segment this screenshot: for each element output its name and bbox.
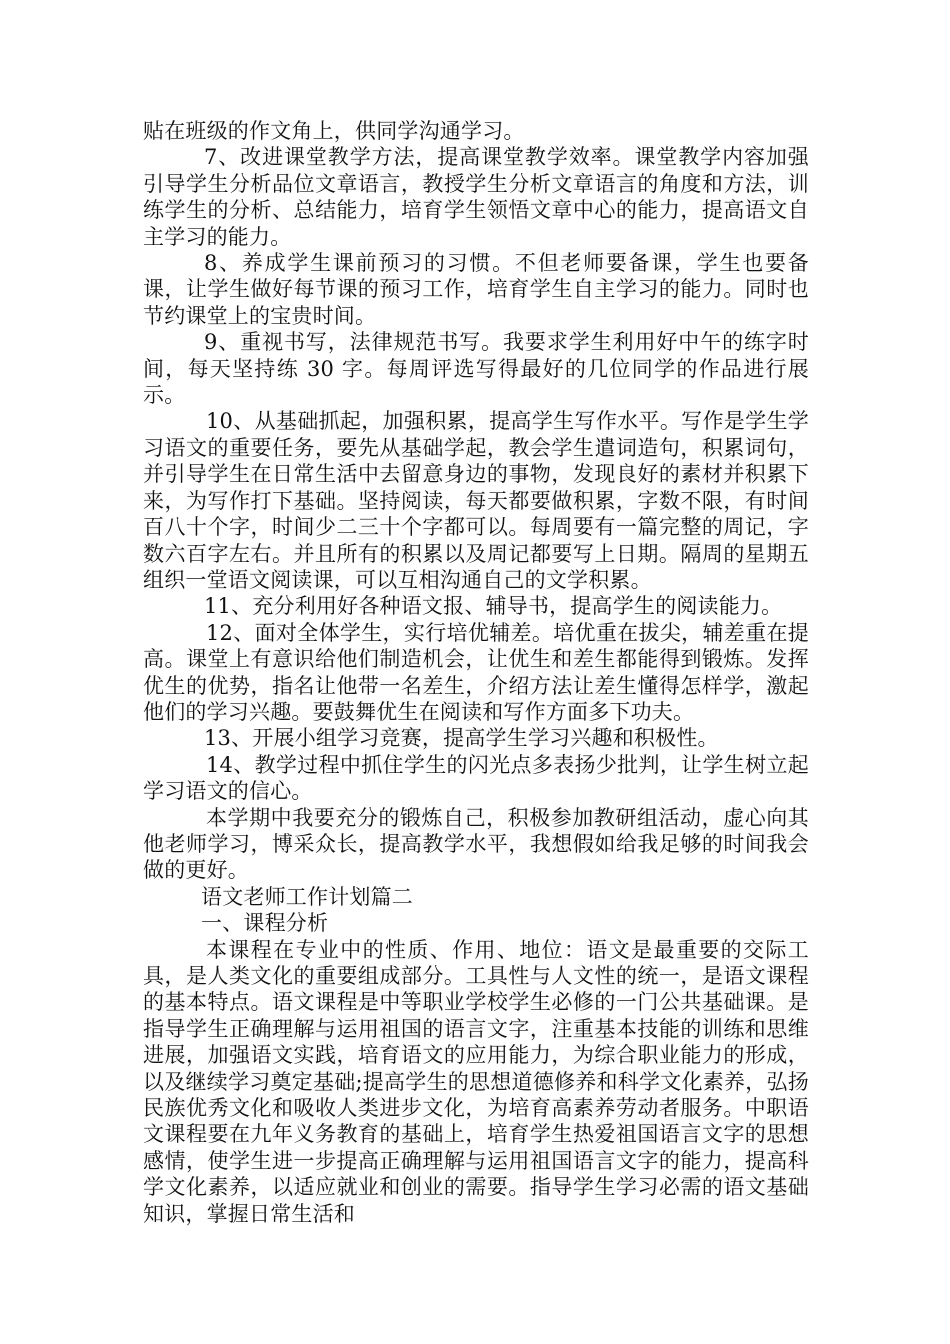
paragraph-item-10: 10、从基础抓起，加强积累，提高学生写作水平。写作是学生学习语文的重要任务，要先从基础学起，教会学生遣词造句，积累词句，并引导学生在日常生活中去留意身边的事物，发现良好的素材并积累下来，为写作打下基础。坚持阅读，每天都要做积累，字数不限，有时间百八十个字，时间少二三十个字都可以。每周要有一篇完整的周记，字数六百字左右。并且所有的积累以及周记都要写上日期。隔周的星期五组织一堂语文阅读课，可以互相沟通自己的文学积累。	[143, 409, 809, 592]
section-title: 语文老师工作计划篇二	[201, 884, 413, 909]
paragraph-item-8: 8、养成学生课前预习的习惯。不但老师要备课，学生也要备课，让学生做好每节课的预习工作，培育学生自主学习的能力。同时也节约课堂上的宝贵时间。	[143, 251, 809, 328]
paragraph-item-7: 7、改进课堂教学方法，提高课堂教学效率。课堂教学内容加强引导学生分析品位文章语言，教授学生分析文章语言的角度和方法，训练学生的分析、总结能力，培育学生领悟文章中心的能力，提高语文自主学习的能力。	[143, 145, 809, 249]
paragraph-item-14: 14、教学过程中抓住学生的闪光点多表扬少批判，让学生树立起学习语文的信心。	[143, 752, 809, 804]
paragraph-closing: 本学期中我要充分的锻炼自己，积极参加教研组活动，虚心向其他老师学习，博采众长，提高教学水平，我想假如给我足够的时间我会做的更好。	[143, 805, 809, 883]
section-heading-course-analysis: 一、课程分析	[201, 911, 329, 936]
paragraph-item-12: 12、面对全体学生，实行培优辅差。培优重在拔尖，辅差重在提高。课堂上有意识给他们制造机会，让优生和差生都能得到锻炼。发挥优生的优势，指名让他带一名差生，介绍方法让差生懂得怎样学，激起他们的学习兴趣。要鼓舞优生在阅读和写作方面多下功夫。	[143, 620, 809, 724]
paragraph-item-13: 13、开展小组学习竞赛，提高学生学习兴趣和积极性。	[204, 726, 719, 751]
paragraph-item-9: 9、重视书写，法律规范书写。我要求学生利用好中午的练字时间，每天坚持练 30 字。每周评选写得最好的几位同学的作品进行展示。	[143, 330, 809, 408]
paragraph-continuation: 贴在班级的作文角上，供同学沟通学习。	[143, 119, 525, 143]
document-body	[143, 118, 809, 1227]
paragraph-item-11: 11、充分利用好各种语文报、辅导书，提高学生的阅读能力。	[204, 594, 783, 619]
paragraph-course-analysis: 本课程在专业中的性质、作用、地位：语文是最重要的交际工具，是人类文化的重要组成部分。工具性与人文性的统一，是语文课程的基本特点。语文课程是中等职业学校学生必修的一门公共基础课。是指导学生正确理解与运用祖国的语言文字，注重基本技能的训练和思维进展，加强语文实践，培育语文的应用能力，为综合职业能力的形成，以及继续学习奠定基础;提高学生的思想道德修养和科学文化素养，弘扬民族优秀文化和吸收人类进步文化，为培育高素养劳动者服务。中职语文课程要在九年义务教育的基础上，培育学生热爱祖国语言文字的思想感情，使学生进一步提高正确理解与运用祖国语言文字的能力，提高科学文化素养，以适应就业和创业的需要。指导学生学习必需的语文基础知识，掌握日常生活和	[143, 937, 809, 1226]
